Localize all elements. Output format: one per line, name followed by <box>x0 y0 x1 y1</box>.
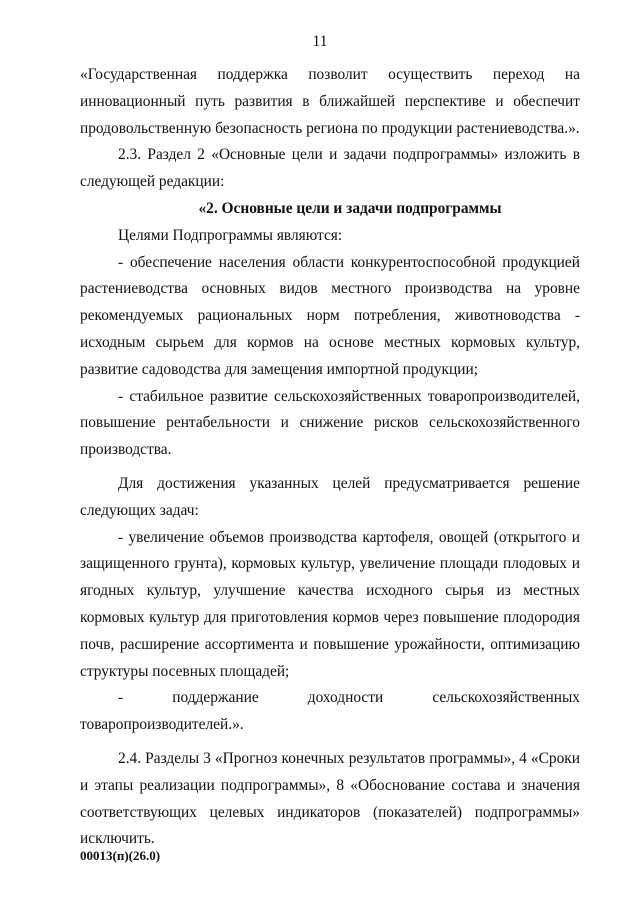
paragraph-goals-intro: Целями Подпрограммы являются: <box>118 226 343 244</box>
paragraph-tasks-intro: Для достижения указанных целей предусматривается решение следующих задач: <box>80 474 580 519</box>
list-item-task-1: - увеличение объемов производства картофеля, овощей (открытого и защищенного грунта), кормовых культур, увеличение площади плодовых и ягодных культур, улучшение качества исходного сырья из местных кормовых культур для приготовления кормов через повышение плодородия почв, расширение ассортимента и повышение урожайности, оптимизацию структуры посевных площадей; <box>80 528 580 680</box>
document-code: 00013(п)(26.0) <box>80 848 161 863</box>
list-item-goal-1: - обеспечение населения области конкурентоспособной продукцией растениеводства основных видов местного производства на уровне рекомендуемых рациональных норм потребления, животноводства - исходным сырьем для кормов на основе местных кормовых культур, развитие садоводства для замещения импортной продукции; <box>80 253 580 378</box>
paragraph-section-2-3: 2.3. Раздел 2 «Основные цели и задачи подпрограммы» изложить в следующей редакции: <box>80 146 580 191</box>
list-item-task-2: - поддержание доходности сельскохозяйственных товаропроизводителей.». <box>80 689 580 734</box>
paragraph-section-2-4: 2.4. Разделы 3 «Прогноз конечных результатов программы», 4 «Сроки и этапы реализации подпрограммы», 8 «Обоснование состава и значения соответствующих целевых индикаторов (показателей) подпрограммы» исключить. <box>80 749 580 848</box>
document-body <box>80 62 580 853</box>
list-item-goal-2: - стабильное развитие сельскохозяйственных товаропроизводителей, повышение рентабельности и снижение рисков сельскохозяйственного производства. <box>80 387 580 459</box>
paragraph-support-quote: «Государственная поддержка позволит осуществить переход на инновационный путь развития в ближайшей перспективе и обеспечит продовольственную безопасность региона по продукции растениеводства.». <box>80 66 580 137</box>
section-heading-goals: «2. Основные цели и задачи подпрограммы <box>198 199 502 217</box>
page-number: 11 <box>312 33 328 50</box>
